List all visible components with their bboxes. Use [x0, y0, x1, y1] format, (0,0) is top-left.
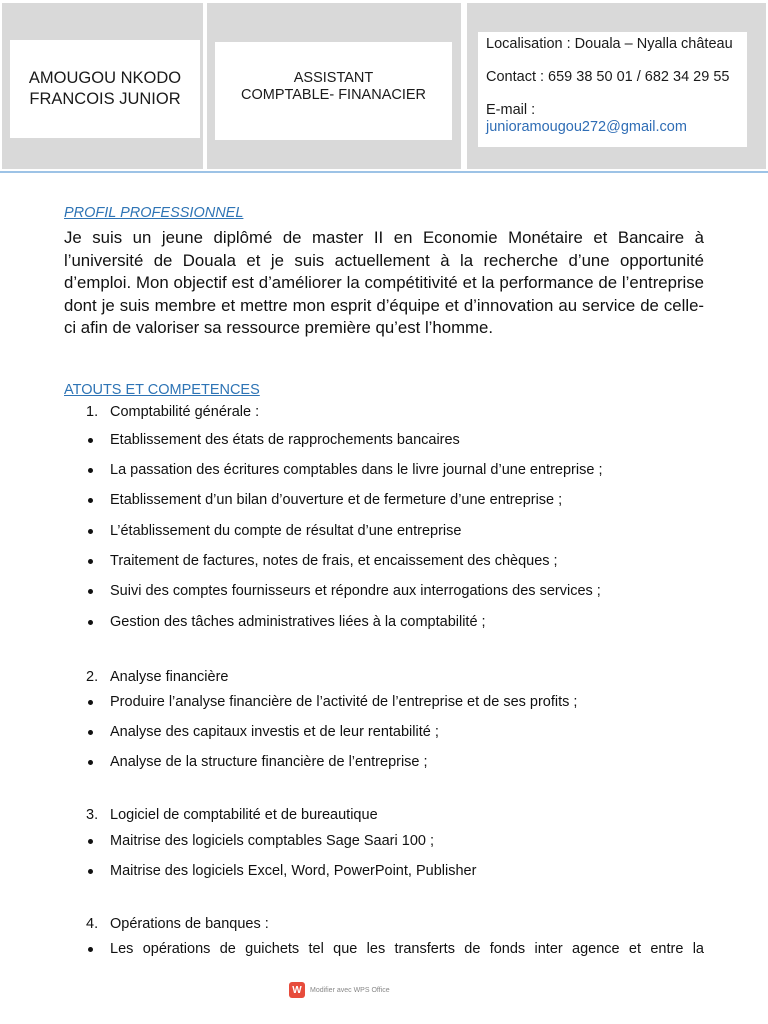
skills-section-4	[64, 916, 704, 932]
spacer	[64, 771, 704, 801]
email-line	[486, 102, 739, 136]
skills-section-1	[64, 404, 704, 420]
section-number: 2.	[86, 668, 99, 685]
skills-section-title: ATOUTS ET COMPETENCES	[64, 381, 260, 398]
skills-section-2	[64, 669, 704, 685]
list-item: Traitement de factures, notes de frais, et encaissement des chèques ;	[64, 553, 704, 570]
profile-section-title: PROFIL PROFESSIONNEL	[64, 205, 244, 221]
wps-watermark	[289, 982, 390, 998]
section-suffix: :	[251, 403, 260, 420]
skills-section-1-items	[64, 432, 704, 631]
skills-section-4-items	[64, 941, 704, 958]
section-number: 1.	[86, 403, 99, 420]
wps-office-icon: W	[289, 982, 305, 998]
skills-list-2	[64, 669, 704, 685]
list-item: Produire l’analyse financière de l’activité de l’entreprise et de ses profits ;	[64, 694, 704, 711]
job-title-line-1: ASSISTANT	[293, 70, 374, 86]
profile-text: Je suis un jeune diplômé de master II en Economie Monétaire et Bancaire à l’université de Douala et je suis actuellement à la recherche d’une opportunité d’emploi. Mon objectif est d’améliorer la compétitivité et la performance de l’entreprise dont je suis membre et mettre mon esprit d’équipe et d’innovation au service de celle-ci afin de valoriser sa ressource première qu’est l’homme.	[64, 228, 704, 337]
list-item: Etablissement d’un bilan d’ouverture et de fermeture d’une entreprise ;	[64, 492, 704, 509]
list-item: Analyse de la structure financière de l’entreprise ;	[64, 754, 704, 771]
cv-content	[64, 205, 704, 958]
section-suffix: :	[260, 916, 269, 933]
section-heading: Opérations de banques	[110, 916, 261, 933]
skills-list-4	[64, 916, 704, 932]
list-item: L’établissement du compte de résultat d’une entreprise	[64, 523, 704, 540]
skills-section-3-items	[64, 833, 704, 880]
section-heading: Logiciel de comptabilité et de bureautique	[110, 807, 378, 824]
skills-section-2-items	[64, 694, 704, 772]
section-heading: Analyse financière	[110, 668, 229, 685]
name-line-1: AMOUGOU NKODO	[28, 69, 182, 87]
skills-list	[64, 404, 704, 420]
list-item: Maitrise des logiciels Excel, Word, PowerPoint, Publisher	[64, 863, 704, 880]
job-title-line-2: COMPTABLE- FINANACIER	[240, 87, 427, 103]
contact-text: Contact : 659 38 50 01 / 682 34 29 55	[486, 69, 730, 85]
list-item: Analyse des capitaux investis et de leur rentabilité ;	[64, 724, 704, 741]
list-item: Gestion des tâches administratives liées à la comptabilité ;	[64, 614, 704, 631]
section-number: 4.	[86, 916, 99, 933]
list-item: Suivi des comptes fournisseurs et répondre aux interrogations des services ;	[64, 583, 704, 600]
list-item: Les opérations de guichets tel que les transferts de fonds inter agence et entre la	[64, 941, 704, 958]
email-label: E-mail :	[486, 102, 536, 118]
spacer	[64, 880, 704, 910]
email-link[interactable]: junioramougou272@gmail.com	[486, 119, 687, 135]
contact-block	[478, 32, 747, 147]
skills-section-3	[64, 807, 704, 823]
spacer	[64, 631, 704, 663]
header-band	[0, 0, 768, 172]
skills-list-3	[64, 807, 704, 823]
section-heading: Comptabilité générale	[110, 403, 252, 420]
list-item: La passation des écritures comptables dans le livre journal d’une entreprise ;	[64, 462, 704, 479]
section-number: 3.	[86, 807, 99, 824]
name-line-2: FRANCOIS JUNIOR	[29, 90, 181, 108]
localisation-text: Localisation : Douala – Nyalla château	[486, 36, 733, 52]
candidate-name	[10, 40, 200, 138]
header-divider	[0, 171, 768, 173]
list-item: Etablissement des états de rapprochements bancaires	[64, 432, 704, 449]
job-title	[215, 42, 452, 140]
watermark-text: Modifier avec WPS Office	[310, 986, 390, 994]
list-item: Maitrise des logiciels comptables Sage Saari 100 ;	[64, 833, 704, 850]
